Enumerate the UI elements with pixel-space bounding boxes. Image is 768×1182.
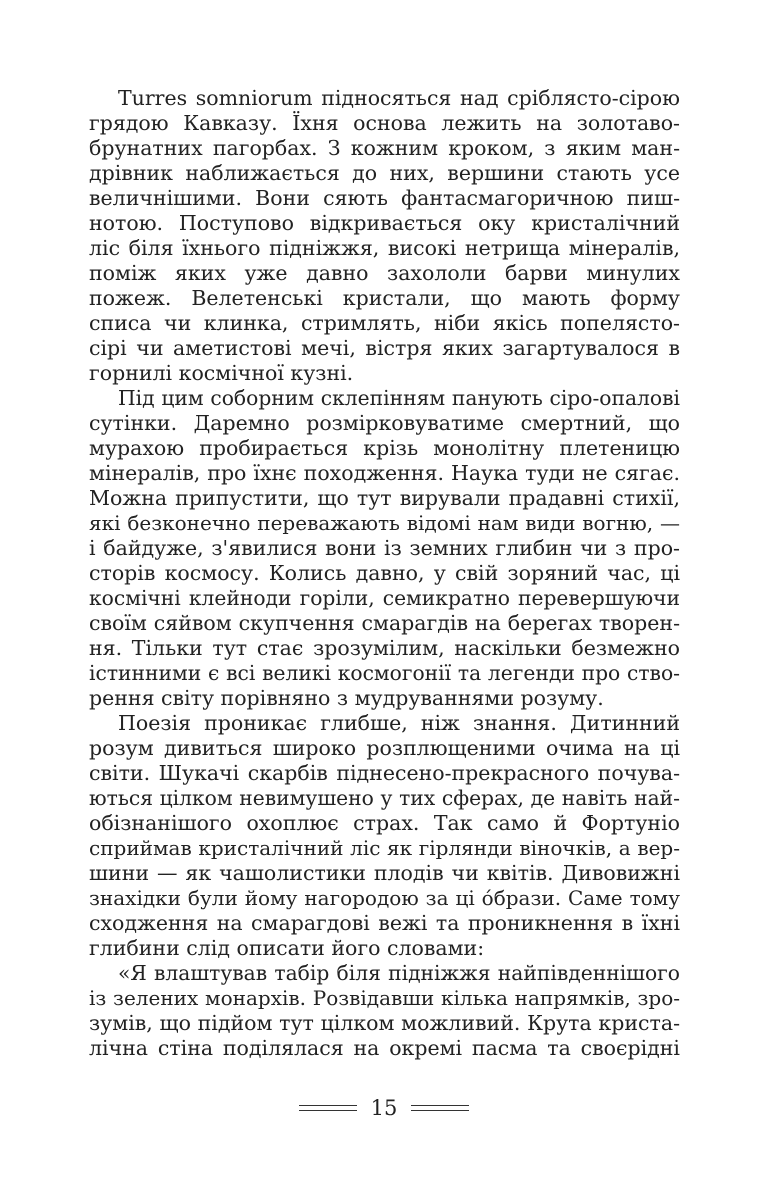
- left-decorative-rule: [299, 1105, 357, 1111]
- text-line: глибини слід описати його словами:: [89, 936, 485, 960]
- text-line: поміж яких уже давно захололи барви минулих: [89, 261, 680, 285]
- text-line: розум дивиться широко розплющеними очима на ці: [89, 736, 680, 760]
- text-line: знахідки були йому нагородою за ці о́брази. Саме тому: [89, 886, 680, 910]
- text-line: обізнанішого охоплює страх. Так само й Фортуніо: [89, 811, 680, 835]
- text-line: «Я влаштував табір біля підніжжя найпівденнішого: [118, 961, 680, 985]
- text-line: горнилі космічної кузні.: [89, 361, 354, 385]
- text-line: і байдуже, з'явилися вони із земних глибин чи з про-: [89, 536, 680, 560]
- text-line: пожеж. Велетенські кристали, що мають форму: [89, 286, 680, 310]
- text-line: брунатних пагорбах. З кожним кроком, з яким ман-: [89, 136, 680, 160]
- text-line: істинними є всі великі космогонії та легенди про ство-: [89, 661, 680, 685]
- text-line: лічна стіна поділялася на окремі пасма та своєрідні: [89, 1036, 680, 1060]
- body-text: [89, 86, 680, 1061]
- text-line: Можна припустити, що тут вирували прадавні стихії,: [89, 486, 680, 510]
- text-line: які безконечно переважають відомі нам види вогню, —: [89, 511, 680, 535]
- text-line: мінералів, про їхнє походження. Наука туди не сягає.: [89, 461, 680, 485]
- paragraph: [89, 961, 680, 1061]
- paragraph: [89, 86, 680, 386]
- text-line: нотою. Поступово відкривається оку кристалічний: [89, 211, 680, 235]
- text-line: ються цілком невимушено у тих сферах, де навіть най-: [89, 786, 680, 810]
- text-line: ліс біля їхнього підніжжя, високі нетрища мінералів,: [89, 236, 680, 260]
- text-line: Turres somniorum підносяться над сріблясто-сірою: [118, 86, 680, 110]
- text-line: сходження на смарагдові вежі та проникнення в їхні: [89, 911, 680, 935]
- text-line: космічні клейноди горіли, семикратно перевершуючи: [89, 586, 680, 610]
- right-decorative-rule: [411, 1105, 469, 1111]
- text-line: своїм сяйвом скупчення смарагдів на берегах творен-: [89, 611, 680, 635]
- text-line: Поезія проникає глибше, ніж знання. Дитинний: [118, 711, 680, 735]
- text-line: сторів космосу. Колись давно, у свій зоряний час, ці: [89, 561, 680, 585]
- text-line: грядою Кавказу. Їхня основа лежить на золотаво-: [89, 111, 680, 135]
- text-line: мурахою пробирається крізь монолітну плетеницю: [89, 436, 680, 460]
- text-line: сірі чи аметистові мечі, вістря яких загартувалося в: [89, 336, 680, 360]
- text-line: дрівник наближається до них, вершини стають усе: [89, 161, 680, 185]
- text-line: світи. Шукачі скарбів піднесено-прекрасного почува-: [89, 761, 680, 785]
- text-line: Під цим соборним склепінням панують сіро-опалові: [118, 386, 680, 410]
- text-line: із зелених монархів. Розвідавши кілька напрямків, зро-: [89, 986, 680, 1010]
- page-footer: [0, 1093, 768, 1123]
- text-line: зумів, що підйом тут цілком можливий. Крута кристa-: [89, 1011, 680, 1035]
- paragraph: [89, 386, 680, 711]
- text-line: ня. Тільки тут стає зрозумілим, наскільки безмежно: [89, 636, 680, 660]
- text-line: шини — як чашолистики плодів чи квітів. Дивовижні: [89, 861, 680, 885]
- paragraph: [89, 711, 680, 961]
- text-line: сприймав кристалічний ліс як гірлянди віночків, а вер-: [89, 836, 680, 860]
- text-line: сутінки. Даремно розмірковуватиме смертний, що: [89, 411, 680, 435]
- text-line: величнішими. Вони сяють фантасмагоричною пиш-: [89, 186, 680, 210]
- text-line: списа чи клинка, стримлять, ніби якісь попелясто-: [89, 311, 680, 335]
- page-number: 15: [370, 1096, 398, 1120]
- text-line: рення світу порівняно з мудруваннями розуму.: [89, 686, 604, 710]
